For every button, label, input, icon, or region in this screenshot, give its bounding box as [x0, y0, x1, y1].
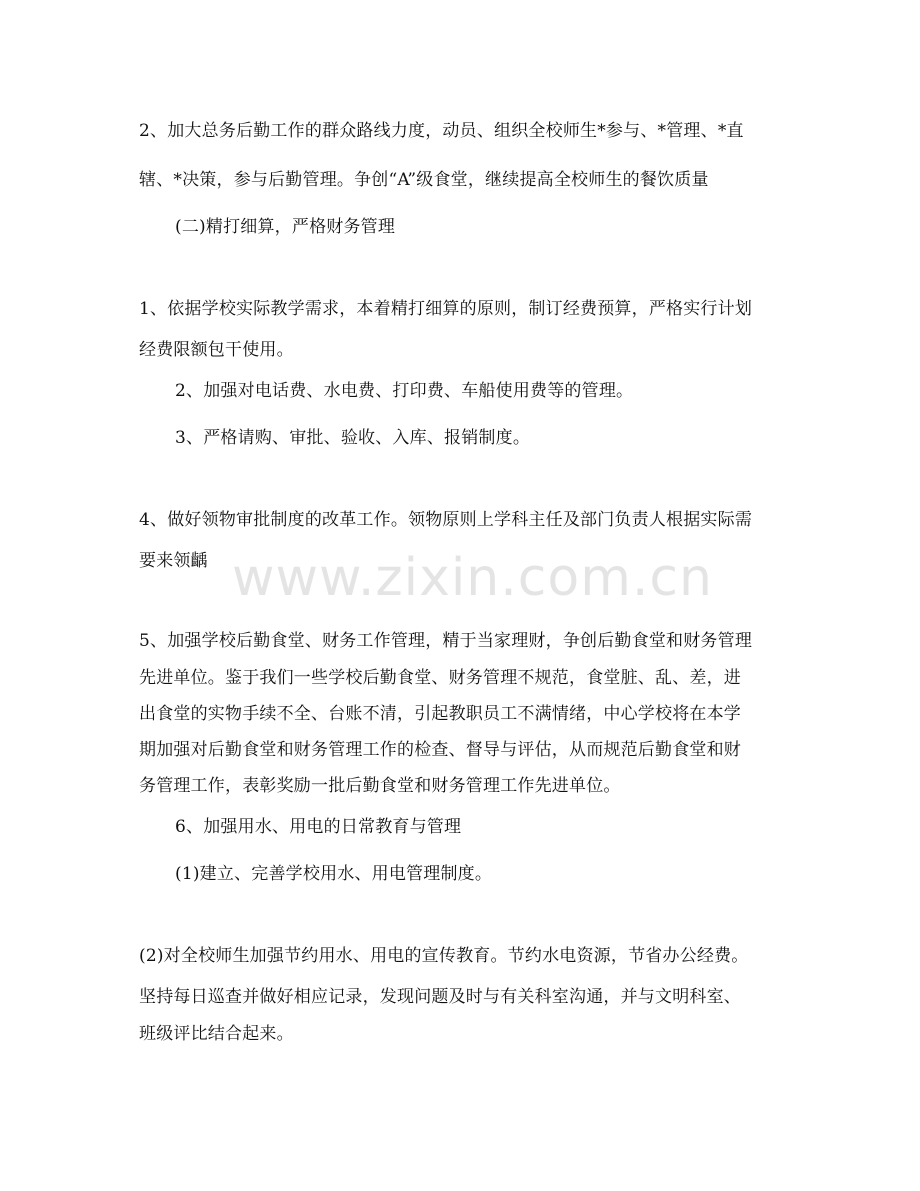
paragraph-line: 坚持每日巡查并做好相应记录，发现问题及时与有关科室沟通，并与文明科室、 — [139, 987, 741, 1007]
paragraph-line: 先进单位。鉴于我们一些学校后勤食堂、财务管理不规范，食堂脏、乱、差，进 — [139, 668, 741, 688]
paragraph-line: 出食堂的实物手续不全、台账不清，引起教职员工不满情绪，中心学校将在本学 — [139, 704, 741, 724]
paragraph-line: 辖、*决策，参与后勤管理。争创“A”级食堂，继续提高全校师生的餐饮质量 — [139, 170, 709, 190]
section-heading: (二)精打细算，严格财务管理 — [175, 217, 396, 237]
paragraph-line: (2)对全校师生加强节约用水、用电的宣传教育。节约水电资源，节省办公经费。 — [139, 946, 749, 966]
list-item: (1)建立、完善学校用水、用电管理制度。 — [175, 864, 493, 884]
list-item: 2、加强对电话费、水电费、打印费、车船使用费等的管理。 — [175, 381, 634, 401]
paragraph-line: 期加强对后勤食堂和财务管理工作的检查、督导与评估，从而规范后勤食堂和财 — [139, 740, 741, 760]
paragraph-line: 要来领齲 — [139, 551, 208, 571]
list-item: 6、加强用水、用电的日常教育与管理 — [175, 817, 462, 837]
paragraph-line: 经费限额包干使用。 — [139, 340, 294, 360]
paragraph-line: 班级评比结合起来。 — [139, 1024, 294, 1044]
paragraph-line: 务管理工作，表彰奖励一批后勤食堂和财务管理工作先进单位。 — [139, 776, 621, 796]
paragraph-line: 2、加大总务后勤工作的群众路线力度，动员、组织全校师生*参与、*管理、*直 — [139, 121, 744, 141]
paragraph-line: 5、加强学校后勤食堂、财务工作管理，精于当家理财，争创后勤食堂和财务管理 — [139, 631, 753, 651]
paragraph-line: 4、做好领物审批制度的改革工作。领物原则上学科主任及部门负责人根据实际需 — [139, 510, 753, 530]
paragraph-line: 1、依据学校实际教学需求，本着精打细算的原则，制订经费预算，严格实行计划 — [139, 299, 753, 319]
list-item: 3、严格请购、审批、验收、入库、报销制度。 — [175, 428, 531, 448]
watermark: www.zixin.com.cn — [232, 548, 713, 608]
